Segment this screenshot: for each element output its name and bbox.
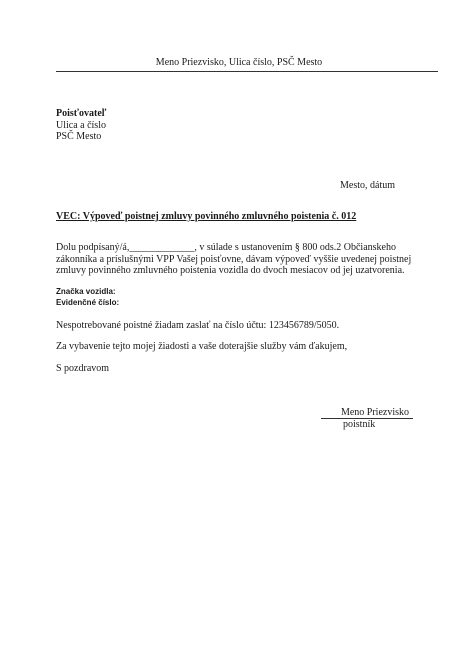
subject-line: VEC: Výpoveď poistnej zmluvy povinného zmluvného poistenia č. 012: [56, 211, 357, 222]
thanks-line: Za vybavenie tejto mojej žiadosti a vaše doterajšie služby vám ďakujem,: [56, 341, 348, 352]
regards-line: S pozdravom: [56, 363, 110, 374]
body-line-1: Dolu podpísaný/á,_____________, v súlade s ustanovením § 800 ods.2 Občianskeho: [56, 242, 396, 253]
sender-header: Meno Priezvisko, Ulica číslo, PSČ Mesto: [155, 57, 323, 68]
body-paragraph: [56, 242, 412, 277]
recipient-city: PSČ Mesto: [56, 131, 102, 142]
body-line-2: zákonníka a príslušnými VPP Vašej poisťovne, dávam výpoveď vyššie uvedenej poistnej: [56, 253, 412, 265]
vehicle-registration-label: Evidenčné číslo:: [56, 297, 120, 307]
recipient-title: Poisťovateľ: [56, 108, 107, 119]
vehicle-info: [56, 287, 119, 308]
body-line-3: zmluvy povinného zmluvného poistenia vozidla do dvoch mesiacov od jej uzatvorenia.: [56, 265, 405, 276]
recipient-street: Ulica a číslo: [56, 119, 106, 131]
signature-name: Meno Priezvisko: [321, 407, 413, 419]
signature-role: poistník: [343, 419, 376, 430]
recipient-address: [56, 108, 106, 143]
signature-block: [321, 407, 413, 431]
vehicle-brand-label: Značka vozidla:: [56, 287, 116, 296]
place-date: Mesto, dátum: [340, 180, 395, 191]
premium-request: Nespotrebované poistné žiadam zaslať na číslo účtu: 123456789/5050.: [56, 320, 340, 331]
header-divider: [56, 71, 438, 72]
